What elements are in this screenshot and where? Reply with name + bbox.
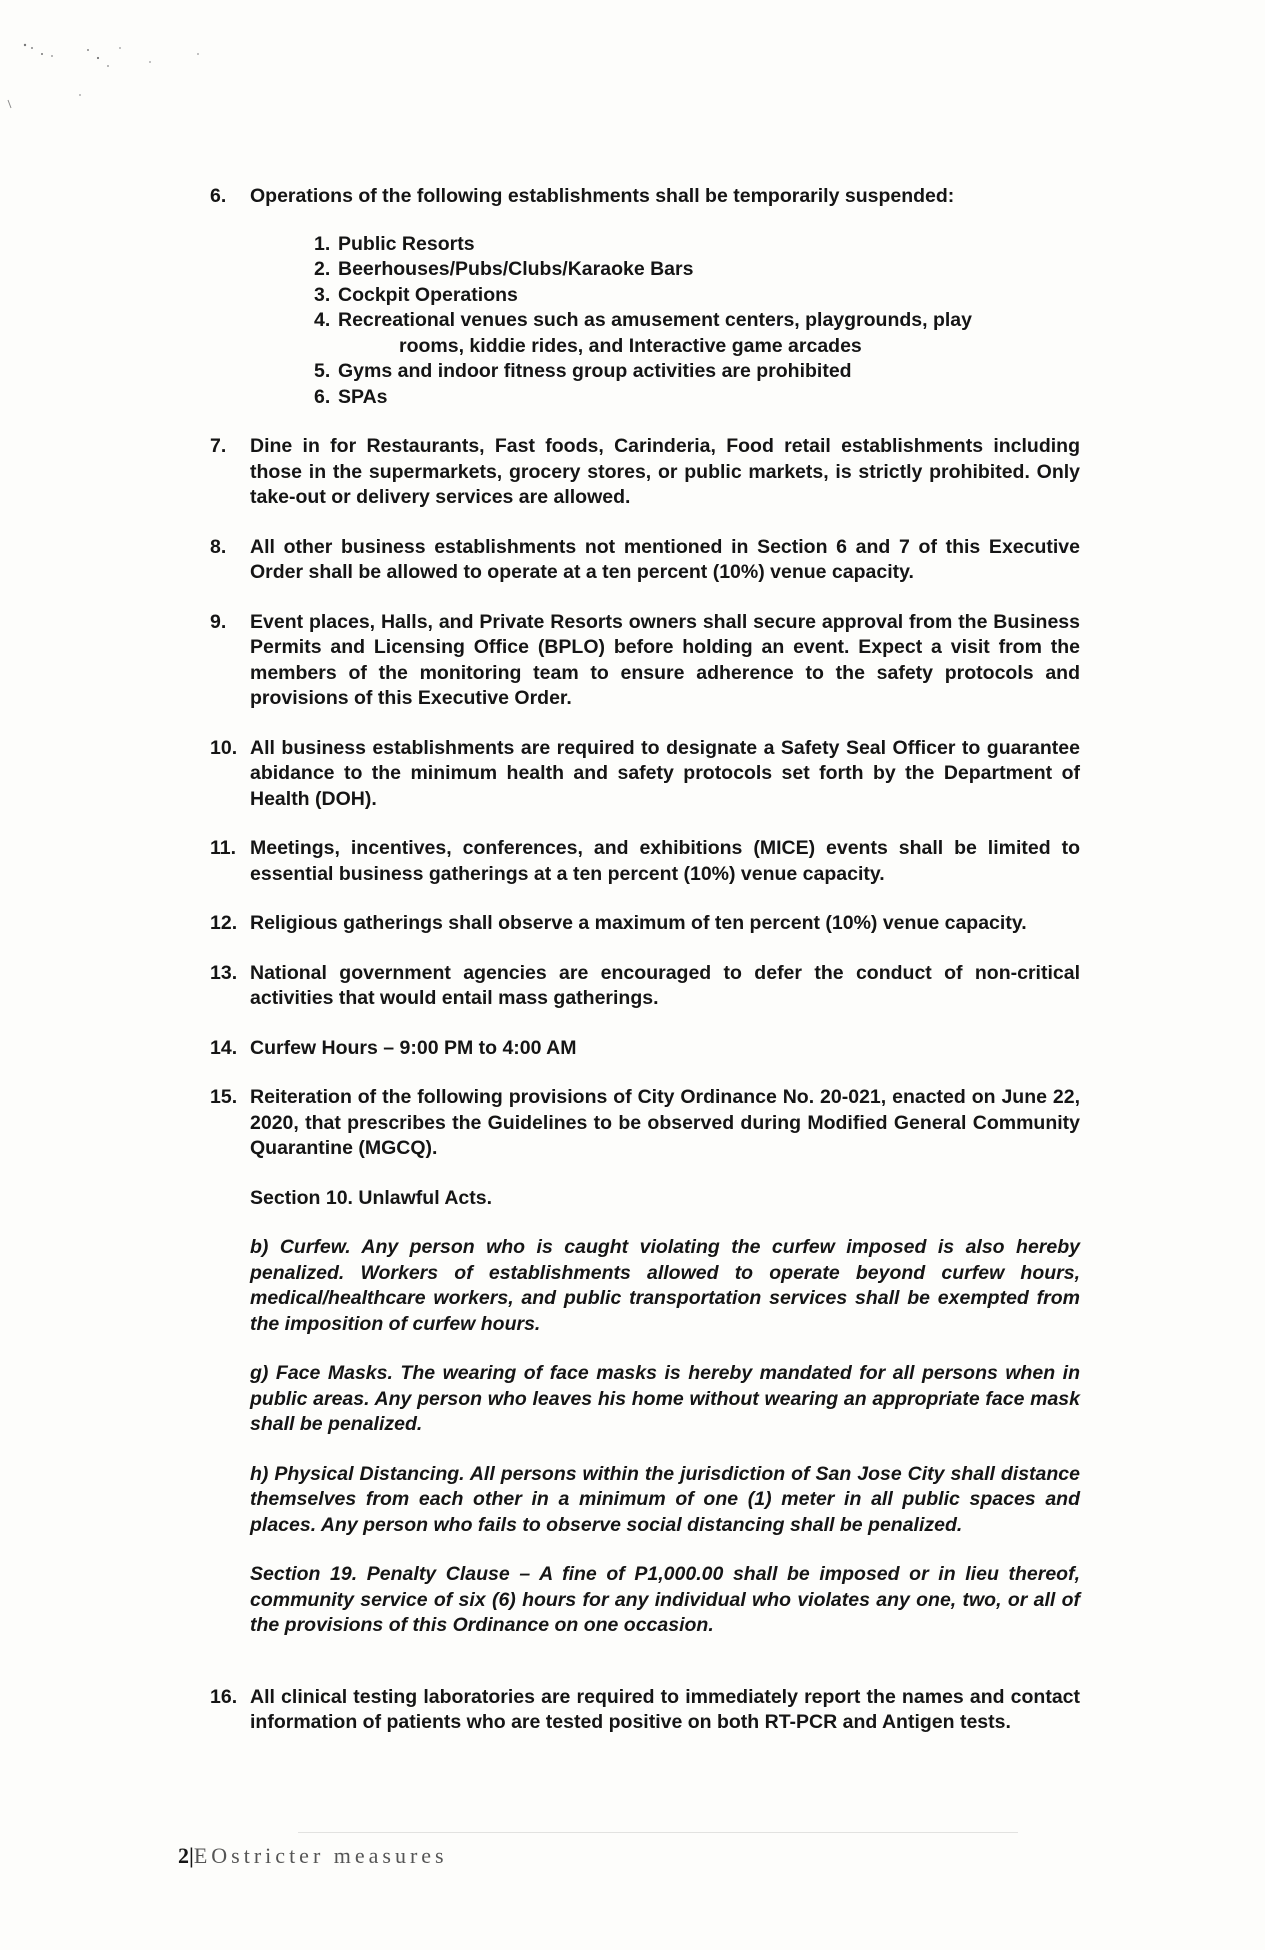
item-number: 12. [210, 912, 238, 934]
item-10 [210, 736, 1080, 813]
list-item-text: Recreational venues such as amusement centers, playgrounds, play [338, 309, 972, 331]
item-11 [210, 836, 1080, 887]
penalty-clause: Section 19. Penalty Clause – A fine of P1,000.00 shall be imposed or in lieu thereof, community service of six (6) hours for any individual who violates any one, two, or all of the provisions of this Ordinance on one occasion. [250, 1563, 1080, 1636]
list-item-number: 4. [314, 309, 331, 331]
document-body [210, 184, 1080, 1760]
item-text: Operations of the following establishments shall be temporarily suspended: [250, 185, 955, 207]
footer-divider [298, 1832, 1018, 1833]
item-12 [210, 911, 1080, 937]
item-13 [210, 961, 1080, 1012]
list-item [314, 359, 1080, 385]
list-item [314, 232, 1080, 258]
list-item [314, 385, 1080, 411]
footer-separator: | [189, 1843, 194, 1868]
item-number: 6. [210, 185, 227, 207]
item-6 [210, 184, 1080, 410]
item-text: Meetings, incentives, conferences, and exhibitions (MICE) events shall be limited to essential business gatherings at a ten percent (10%) venue capacity. [250, 837, 1080, 885]
suspended-establishments-list [314, 232, 1080, 411]
item-7 [210, 434, 1080, 511]
item-text: Curfew Hours – 9:00 PM to 4:00 AM [250, 1036, 577, 1059]
footer-title: EOstricter measures [193, 1843, 448, 1868]
list-item-text: Gyms and indoor fitness group activities are prohibited [338, 360, 852, 382]
item-number: 13. [210, 961, 238, 984]
page-number: 2 [178, 1843, 189, 1868]
item-text: National government agencies are encouraged to defer the conduct of non-critical activities that would entail mass gatherings. [250, 961, 1080, 1009]
list-item-text: Cockpit Operations [338, 283, 518, 306]
item-15 [210, 1085, 1080, 1639]
item-text: Religious gatherings shall observe a maximum of ten percent (10%) venue capacity. [250, 912, 1027, 934]
list-item-text: Beerhouses/Pubs/Clubs/Karaoke Bars [338, 258, 694, 280]
item-number: 14. [210, 1036, 238, 1059]
item-number: 7. [210, 435, 227, 457]
list-item-number: 2. [314, 258, 331, 280]
item-text: All clinical testing laboratories are required to immediately report the names and contact information of patients who are tested positive on both RT-PCR and Antigen tests. [250, 1685, 1080, 1733]
footer-text [178, 1843, 1128, 1869]
list-item-continuation: rooms, kiddie rides, and Interactive game arcades [399, 334, 862, 357]
item-text: Reiteration of the following provisions of City Ordinance No. 20-021, enacted on June 22, 2020, that prescribes the Guidelines to be observed during Modified General Community Quarantine (MGCQ). [250, 1086, 1080, 1159]
list-item [314, 257, 1080, 283]
item-number: 10. [210, 736, 238, 759]
item-number: 9. [210, 610, 227, 633]
item-text: Dine in for Restaurants, Fast foods, Carinderia, Food retail establishments including those in the supermarkets, grocery stores, or public markets, is strictly prohibited. Only take-out or delivery services are allowed. [250, 435, 1080, 508]
list-item-text: SPAs [338, 385, 388, 408]
list-item-number: 6. [314, 385, 331, 408]
provision-curfew: b) Curfew. Any person who is caught violating the curfew imposed is also hereby penalized. Workers of establishments allowed to operate beyond curfew hours, medical/healthcare workers, and public transportation services shall be exempted from the imposition of curfew hours. [250, 1236, 1080, 1335]
scan-specks [0, 0, 260, 120]
item-number: 15. [210, 1086, 238, 1108]
provision-physical-distancing: h) Physical Distancing. All persons within the jurisdiction of San Jose City shall distance themselves from each other in a minimum of one (1) meter in all public spaces and places. Any person who fails to observe social distancing shall be penalized. [250, 1462, 1080, 1536]
item-text: All business establishments are required to designate a Safety Seal Officer to guarantee abidance to the minimum health and safety protocols set forth by the Department of Health (DOH). [250, 736, 1080, 810]
page-footer [178, 1832, 1128, 1869]
section-10-heading: Section 10. Unlawful Acts. [250, 1186, 492, 1209]
list-item-number: 5. [314, 360, 331, 382]
list-item [314, 283, 1080, 309]
item-14 [210, 1036, 1080, 1062]
item-16 [210, 1685, 1080, 1736]
item-number: 8. [210, 535, 227, 558]
item-text: Event places, Halls, and Private Resorts owners shall secure approval from the Business Permits and Licensing Office (BPLO) before holding an event. Expect a visit from the members of the monitoring team to ensure adherence to the safety protocols and provisions of this Executive Order. [250, 610, 1080, 709]
list-item [314, 308, 1080, 359]
item-8 [210, 535, 1080, 586]
item-text: All other business establishments not mentioned in Section 6 and 7 of this Executive Order shall be allowed to operate at a ten percent (10%) venue capacity. [250, 535, 1080, 583]
item-9 [210, 610, 1080, 712]
list-item-text: Public Resorts [338, 232, 475, 255]
provision-face-masks: g) Face Masks. The wearing of face masks is hereby mandated for all persons when in public areas. Any person who leaves his home without wearing an appropriate face mask shall be penalized. [250, 1362, 1080, 1435]
list-item-number: 3. [314, 283, 331, 306]
item-number: 16. [210, 1685, 238, 1708]
item-number: 11. [210, 837, 237, 859]
list-item-number: 1. [314, 232, 331, 255]
